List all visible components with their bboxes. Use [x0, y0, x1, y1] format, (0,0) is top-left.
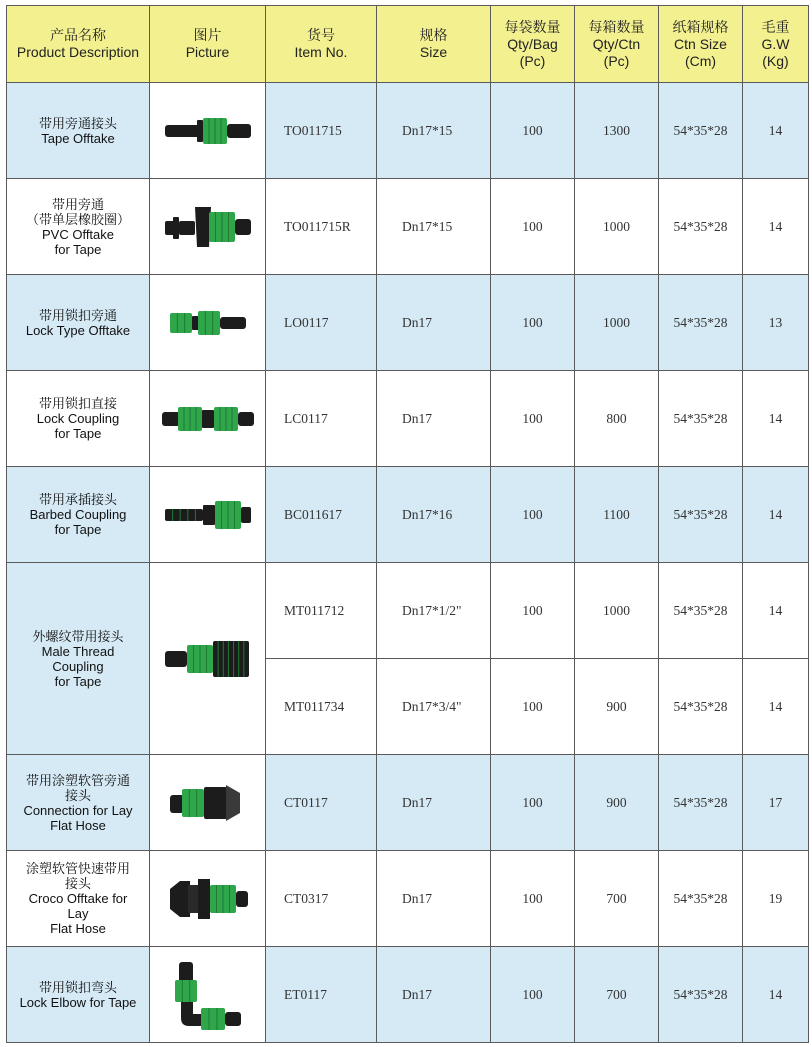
product-picture	[150, 179, 266, 275]
size-spec: Dn17*1/2"	[377, 563, 491, 659]
description-line: 涂塑软管快速带用	[25, 861, 130, 876]
description-line: 接头	[64, 876, 91, 891]
description-line: Flat Hose	[50, 817, 106, 833]
header-qty-bag-zh: 每袋数量	[504, 18, 561, 35]
product-picture	[150, 947, 266, 1043]
carton-size: 54*35*28	[659, 659, 743, 755]
product-description	[7, 755, 150, 851]
qty-per-bag: 100	[491, 467, 575, 563]
size-spec: Dn17*15	[377, 179, 491, 275]
size-spec: Dn17	[377, 755, 491, 851]
gross-weight: 14	[743, 83, 809, 179]
item-number: MT011734	[266, 659, 377, 755]
qty-per-bag: 100	[491, 275, 575, 371]
lock-elbow-icon	[173, 960, 243, 1030]
item-number: ET0117	[266, 947, 377, 1043]
header-size-en: Size	[419, 44, 448, 60]
lock-coupling-icon	[160, 404, 256, 434]
header-ctn-size-unit: (Cm)	[684, 52, 717, 69]
description-line: 带用涂塑软管旁通	[25, 772, 130, 788]
table-row	[7, 947, 809, 1043]
qty-per-bag: 100	[491, 851, 575, 947]
table-row	[7, 275, 809, 371]
description-line: 接头	[64, 787, 91, 803]
carton-size: 54*35*28	[659, 851, 743, 947]
product-picture	[150, 83, 266, 179]
item-number: CT0317	[266, 851, 377, 947]
header-gw-en: G.W	[761, 35, 790, 52]
header-gw-zh: 毛重	[761, 18, 790, 35]
header-gw	[743, 6, 809, 83]
table-row	[7, 371, 809, 467]
table-row	[7, 755, 809, 851]
header-qty-bag	[491, 6, 575, 83]
product-catalog-table	[6, 5, 809, 1043]
header-picture	[150, 6, 266, 83]
description-line: 带用承插接头	[38, 492, 117, 507]
qty-per-carton: 700	[575, 851, 659, 947]
item-number: TO011715	[266, 83, 377, 179]
header-qty-ctn-zh: 每箱数量	[588, 18, 645, 35]
pvc-offtake-icon	[163, 205, 253, 249]
qty-per-bag: 100	[491, 179, 575, 275]
qty-per-carton: 1300	[575, 83, 659, 179]
croco-offtake-icon	[166, 877, 250, 921]
header-picture-en: Picture	[185, 44, 230, 60]
lock-offtake-icon	[168, 308, 248, 338]
size-spec: Dn17*16	[377, 467, 491, 563]
carton-size: 54*35*28	[659, 275, 743, 371]
description-line: Lock Type Offtake	[25, 322, 131, 338]
gross-weight: 14	[743, 467, 809, 563]
description-line: Lock Coupling	[36, 411, 120, 426]
qty-per-bag: 100	[491, 563, 575, 659]
product-description	[7, 83, 150, 179]
item-number: CT0117	[266, 755, 377, 851]
lay-flat-connection-icon	[168, 783, 248, 823]
product-description	[7, 371, 150, 467]
header-qty-bag-unit: (Pc)	[519, 52, 546, 69]
header-description-en: Product Description	[16, 44, 140, 60]
qty-per-bag: 100	[491, 83, 575, 179]
description-line: for Tape	[54, 426, 102, 441]
gross-weight: 14	[743, 179, 809, 275]
table-row	[7, 467, 809, 563]
header-description-zh: 产品名称	[50, 27, 106, 43]
carton-size: 54*35*28	[659, 179, 743, 275]
header-picture-zh: 图片	[193, 27, 222, 43]
product-description	[7, 563, 150, 755]
product-picture	[150, 371, 266, 467]
header-qty-ctn-en: Qty/Ctn	[592, 35, 641, 52]
gross-weight: 14	[743, 659, 809, 755]
gross-weight: 14	[743, 563, 809, 659]
header-qty-bag-en: Qty/Bag	[507, 35, 558, 52]
qty-per-carton: 700	[575, 947, 659, 1043]
product-picture	[150, 275, 266, 371]
header-description	[7, 6, 150, 83]
carton-size: 54*35*28	[659, 371, 743, 467]
item-number: MT011712	[266, 563, 377, 659]
description-line: 带用锁扣直接	[38, 396, 117, 411]
description-line: Connection for Lay	[23, 802, 133, 818]
size-spec: Dn17*3/4"	[377, 659, 491, 755]
qty-per-bag: 100	[491, 371, 575, 467]
table-row	[7, 83, 809, 179]
product-picture	[150, 467, 266, 563]
description-line: Lock Elbow for Tape	[19, 994, 137, 1010]
item-number: LO0117	[266, 275, 377, 371]
product-picture	[150, 755, 266, 851]
header-item-zh: 货号	[307, 27, 335, 43]
description-line: PVC Offtake	[41, 226, 114, 242]
header-gw-unit: (Kg)	[762, 52, 789, 69]
qty-per-bag: 100	[491, 755, 575, 851]
barbed-coupling-icon	[163, 499, 253, 531]
carton-size: 54*35*28	[659, 755, 743, 851]
header-ctn-size-zh: 纸箱规格	[672, 18, 729, 35]
description-line: 带用旁通接头	[38, 115, 117, 131]
header-item	[266, 6, 377, 83]
item-number: TO011715R	[266, 179, 377, 275]
description-line: 带用旁通	[51, 196, 104, 212]
description-line: Barbed Coupling	[29, 507, 127, 522]
item-number: BC011617	[266, 467, 377, 563]
header-ctn-size-en: Ctn Size	[674, 35, 727, 52]
product-description	[7, 851, 150, 947]
description-line: （带单层橡胶圈）	[25, 211, 130, 227]
size-spec: Dn17	[377, 275, 491, 371]
header-qty-ctn-unit: (Pc)	[603, 52, 630, 69]
product-description	[7, 275, 150, 371]
description-line: Croco Offtake for	[28, 891, 128, 906]
table-row	[7, 563, 809, 659]
gross-weight: 14	[743, 947, 809, 1043]
qty-per-carton: 1000	[575, 563, 659, 659]
qty-per-carton: 900	[575, 755, 659, 851]
description-line: Lay	[67, 906, 89, 921]
size-spec: Dn17	[377, 371, 491, 467]
qty-per-carton: 1100	[575, 467, 659, 563]
product-description	[7, 179, 150, 275]
male-thread-coupling-icon	[163, 639, 253, 679]
qty-per-carton: 900	[575, 659, 659, 755]
header-size-zh: 规格	[419, 27, 448, 43]
description-line: 外螺纹带用接头	[32, 628, 124, 644]
product-picture	[150, 563, 266, 755]
header-ctn-size	[659, 6, 743, 83]
gross-weight: 17	[743, 755, 809, 851]
description-line: for Tape	[54, 673, 102, 689]
tape-offtake-icon	[163, 116, 253, 146]
carton-size: 54*35*28	[659, 947, 743, 1043]
carton-size: 54*35*28	[659, 563, 743, 659]
product-description	[7, 467, 150, 563]
carton-size: 54*35*28	[659, 467, 743, 563]
header-item-en: Item No.	[294, 44, 348, 60]
gross-weight: 19	[743, 851, 809, 947]
description-line: 带用锁扣弯头	[38, 979, 117, 995]
description-line: Flat Hose	[50, 921, 106, 936]
description-line: for Tape	[54, 522, 102, 537]
gross-weight: 13	[743, 275, 809, 371]
table-row	[7, 179, 809, 275]
table-row	[7, 851, 809, 947]
qty-per-carton: 1000	[575, 179, 659, 275]
gross-weight: 14	[743, 371, 809, 467]
size-spec: Dn17	[377, 851, 491, 947]
description-line: 带用锁扣旁通	[38, 307, 117, 323]
table-header	[7, 6, 809, 83]
qty-per-carton: 1000	[575, 275, 659, 371]
product-description	[7, 947, 150, 1043]
table-body	[7, 83, 809, 1043]
description-line: Male Thread	[41, 643, 115, 659]
carton-size: 54*35*28	[659, 83, 743, 179]
description-line: Tape Offtake	[41, 130, 115, 146]
product-picture	[150, 851, 266, 947]
header-qty-ctn	[575, 6, 659, 83]
item-number: LC0117	[266, 371, 377, 467]
qty-per-bag: 100	[491, 947, 575, 1043]
description-line: Coupling	[52, 658, 104, 674]
qty-per-carton: 800	[575, 371, 659, 467]
qty-per-bag: 100	[491, 659, 575, 755]
header-size	[377, 6, 491, 83]
size-spec: Dn17	[377, 947, 491, 1043]
description-line: for Tape	[54, 241, 102, 257]
size-spec: Dn17*15	[377, 83, 491, 179]
